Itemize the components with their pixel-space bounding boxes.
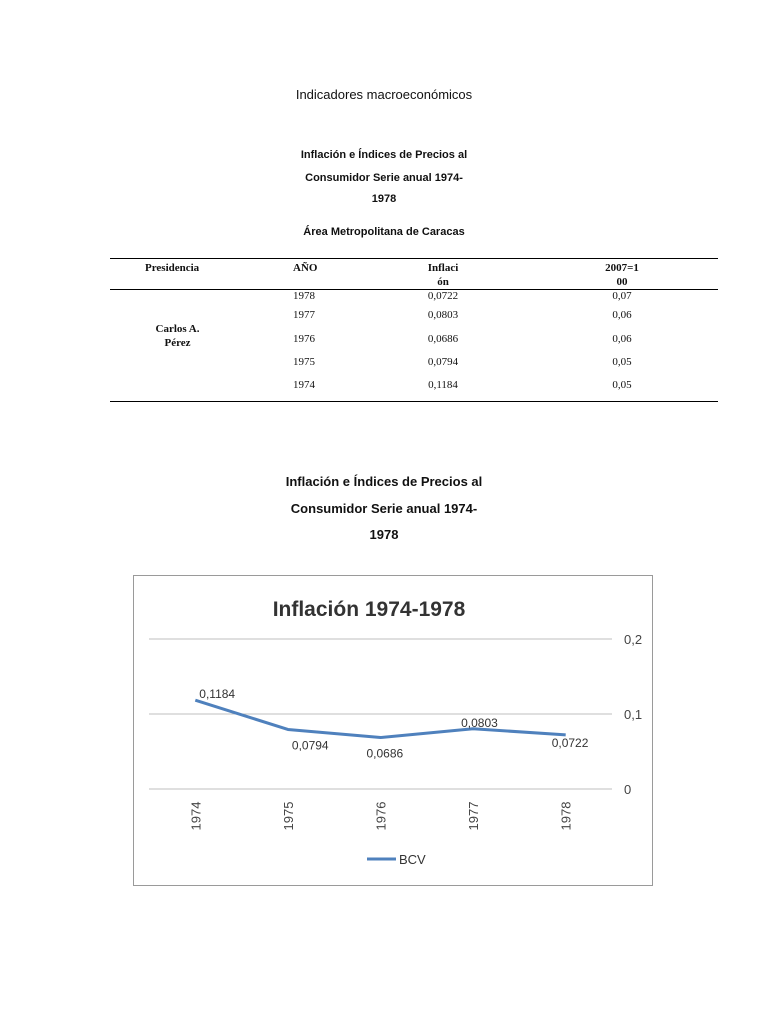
data-label: 0,0794 — [291, 738, 329, 753]
data-label: 0,0722 — [551, 735, 589, 750]
table-caption-line-3: 1978 — [371, 193, 397, 205]
data-label: 0,0686 — [366, 746, 404, 761]
row-year: 1976 — [293, 333, 315, 345]
chart-title: Inflación 1974-1978 — [272, 598, 466, 621]
table-area: Área Metropolitana de Caracas — [303, 226, 465, 238]
row-index: 0,07 — [612, 290, 632, 302]
header-inflacion-1: Inflaci — [427, 262, 459, 274]
x-tick-label: 1975 — [280, 801, 296, 831]
x-tick-label: 1977 — [466, 801, 482, 831]
y-tick-label: 0,1 — [624, 707, 643, 722]
table-caption-line-1: Inflación e Índices de Precios al — [300, 149, 468, 161]
row-inflation: 0,0722 — [427, 290, 459, 302]
chart-canvas — [134, 576, 652, 885]
chart-caption-line-1: Inflación e Índices de Precios al — [285, 474, 483, 489]
header-inflacion-2: ón — [437, 276, 449, 288]
header-indice-2: 00 — [616, 276, 628, 288]
row-index: 0,05 — [612, 356, 632, 368]
row-inflation: 0,0686 — [427, 333, 459, 345]
row-inflation: 0,0803 — [427, 309, 459, 321]
page-title: Indicadores macroeconómicos — [295, 87, 473, 102]
data-label: 0,0803 — [461, 715, 498, 730]
x-tick-label: 1976 — [373, 801, 389, 831]
table-caption-line-2: Consumidor Serie anual 1974- — [305, 172, 463, 184]
y-tick-label: 0 — [624, 782, 632, 797]
row-year: 1978 — [293, 290, 315, 302]
president-name-2: Pérez — [164, 337, 191, 349]
header-anio: AÑO — [293, 262, 318, 274]
inflation-chart — [133, 575, 653, 886]
president-name-1: Carlos A. — [155, 323, 200, 335]
row-index: 0,05 — [612, 379, 632, 391]
row-year: 1975 — [293, 356, 315, 368]
y-tick-label: 0,2 — [624, 632, 643, 647]
row-index: 0,06 — [612, 333, 632, 345]
row-index: 0,06 — [612, 309, 632, 321]
row-inflation: 0,0794 — [427, 356, 459, 368]
x-tick-label: 1978 — [558, 801, 574, 831]
table-top-rule — [110, 258, 718, 259]
series-line-bcv — [195, 700, 565, 737]
row-inflation: 0,1184 — [428, 379, 458, 391]
x-tick-label: 1974 — [188, 801, 204, 831]
header-indice-1: 2007=1 — [605, 262, 639, 274]
chart-caption-line-3: 1978 — [369, 527, 399, 542]
row-year: 1974 — [293, 379, 315, 391]
row-year: 1977 — [293, 309, 315, 321]
data-label: 0,1184 — [199, 687, 236, 702]
header-presidencia: Presidencia — [145, 262, 200, 274]
chart-caption-line-2: Consumidor Serie anual 1974- — [290, 501, 478, 516]
legend-label: BCV — [399, 852, 426, 867]
table-bottom-rule — [110, 401, 718, 402]
